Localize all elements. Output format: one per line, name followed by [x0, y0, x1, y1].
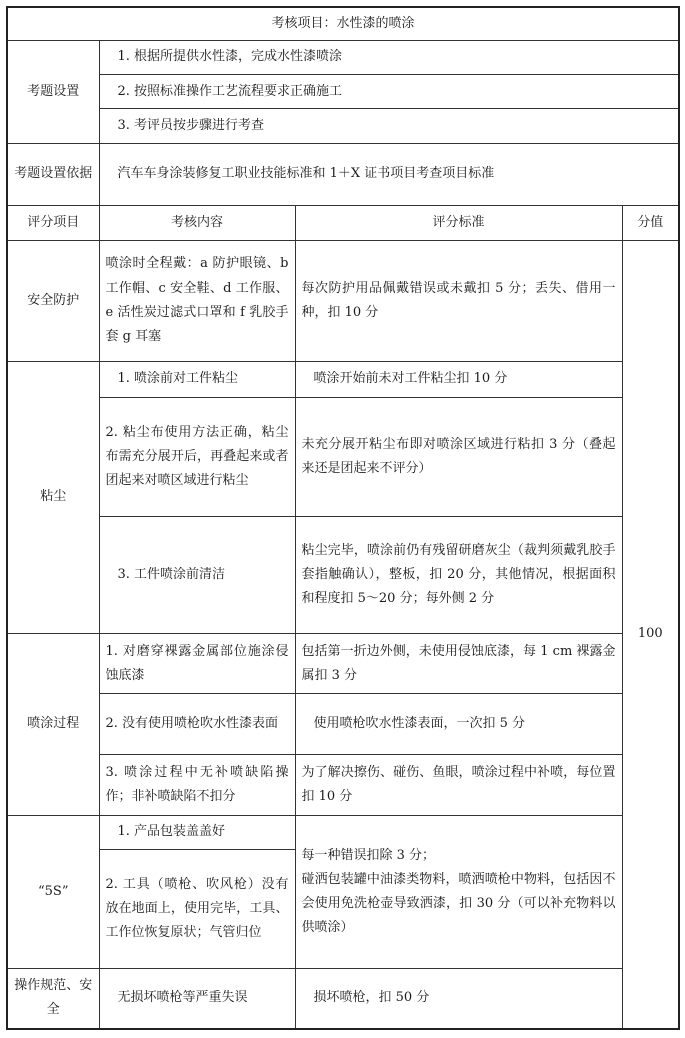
standard-cell: 粘尘完毕，喷涂前仍有残留研磨灰尘（裁判须戴乳胶手套指触确认），整板，扣 20 分，其他情况，根据面积和程度扣 5～20 分；每外侧 2 分 [295, 516, 622, 633]
content-cell: 无损坏喷枪等严重失误 [99, 968, 295, 1029]
standard-cell: 损坏喷枪，扣 50 分 [295, 968, 622, 1029]
table-row [7, 240, 679, 361]
content-cell: 2. 工具（喷枪、吹风枪）没有放在地面上，使用完毕，工具、工作位恢复原状；气管归位 [99, 849, 295, 968]
assessment-title: 考核项目：水性漆的喷涂 [7, 7, 679, 40]
content-cell: 1. 喷涂前对工件粘尘 [99, 361, 295, 397]
setup-row [7, 75, 679, 109]
setup-row [7, 40, 679, 74]
setup-item: 3. 考评员按步骤进行考查 [99, 109, 679, 143]
header-score: 分值 [622, 206, 679, 240]
header-standard: 评分标准 [295, 206, 622, 240]
standard-cell: 包括第一折边外侧，未使用侵蚀底漆，每 1 cm 裸露金属扣 3 分 [295, 633, 622, 694]
standard-line: 每一种错误扣除 3 分； [301, 847, 436, 863]
content-cell: 1. 产品包装盖盖好 [99, 815, 295, 849]
setup-item: 1. 根据所提供水性漆，完成水性漆喷涂 [99, 40, 679, 74]
setup-item: 2. 按照标准操作工艺流程要求正确施工 [99, 75, 679, 109]
header-item: 评分项目 [7, 206, 99, 240]
table-row [7, 694, 679, 755]
section-name: 操作规范、安全 [7, 968, 99, 1029]
content-cell: 3. 喷涂过程中无补喷缺陷操作；非补喷缺陷不扣分 [99, 755, 295, 816]
standard-cell: 喷涂开始前未对工件粘尘扣 10 分 [295, 361, 622, 397]
section-name: 喷涂过程 [7, 633, 99, 815]
standard-cell: 使用喷枪吹水性漆表面，一次扣 5 分 [295, 694, 622, 755]
header-row [7, 206, 679, 240]
section-name: 粘尘 [7, 361, 99, 633]
standard-cell: 未充分展开粘尘布即对喷涂区域进行粘扣 3 分（叠起来还是团起来不评分） [295, 397, 622, 516]
setup-label: 考题设置 [7, 40, 99, 143]
basis-label: 考题设置依据 [7, 143, 99, 206]
table-row [7, 755, 679, 816]
assessment-table [6, 6, 680, 1030]
setup-row [7, 109, 679, 143]
content-cell: 1. 对磨穿裸露金属部位施涂侵蚀底漆 [99, 633, 295, 694]
standard-cell [295, 815, 622, 968]
title-row [7, 7, 679, 40]
content-cell: 3. 工件喷涂前清洁 [99, 516, 295, 633]
content-cell: 2. 没有使用喷枪吹水性漆表面 [99, 694, 295, 755]
table-row [7, 633, 679, 694]
basis-text: 汽车车身涂装修复工职业技能标准和 1＋X 证书项目考查项目标准 [99, 143, 679, 206]
section-name: 安全防护 [7, 240, 99, 361]
header-content: 考核内容 [99, 206, 295, 240]
basis-row [7, 143, 679, 206]
standard-line: 碰洒包装罐中油漆类物料，喷洒喷枪中物料，包括因不会使用免洗枪壶导致洒漆，扣 30 分（可以补充物料以供喷涂） [301, 871, 616, 935]
table-row [7, 361, 679, 397]
content-cell: 2. 粘尘布使用方法正确，粘尘布需充分展开后，再叠起来或者团起来对喷区域进行粘尘 [99, 397, 295, 516]
table-row [7, 815, 679, 849]
standard-cell: 每次防护用品佩戴错误或未戴扣 5 分；丢失、借用一种，扣 10 分 [295, 240, 622, 361]
content-cell: 喷涂时全程戴：a 防护眼镜、b 工作帽、c 安全鞋、d 工作服、e 活性炭过滤式口罩和 f 乳胶手套 g 耳塞 [99, 240, 295, 361]
section-name: “5S” [7, 815, 99, 968]
table-row [7, 516, 679, 633]
table-row [7, 968, 679, 1029]
table-row [7, 397, 679, 516]
standard-cell: 为了解决擦伤、碰伤、鱼眼，喷涂过程中补喷，每位置扣 10 分 [295, 755, 622, 816]
total-score: 100 [622, 240, 679, 1029]
